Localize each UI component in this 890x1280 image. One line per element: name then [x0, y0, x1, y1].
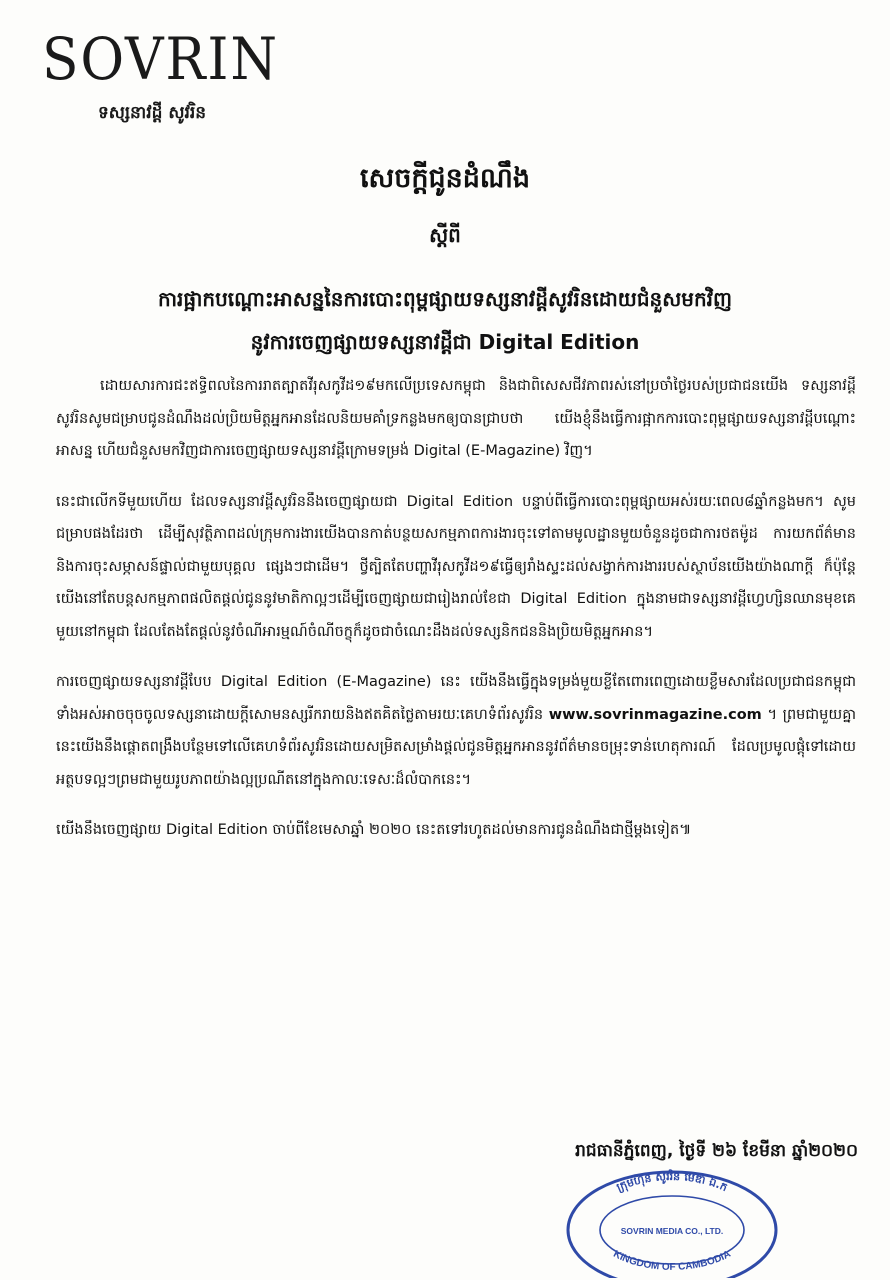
- body-paragraph-4: យើងនឹងចេញផ្សាយ Digital Edition ចាប់ពីខែមេសាឆ្នាំ ២០២០ នេះតទៅរហូតដល់មានការជូនដំណឹងជាថ្មីម្តងទៀត៕: [56, 822, 692, 838]
- body-paragraph-1: ដោយសារការជះឥទ្ធិពលនៃការរាតត្បាតវីរុសកូវីដ១៩មកលើប្រទេសកម្ពុជា និងជាពិសេសជីវភាពរស់នៅប្រចាំថ្ងៃរបស់ប្រជាជនយើង ទស្សនាវដ្តីសូវរិនសូមជម្រាបជូនដំណឹងដល់ប្រិយមិត្តអ្នកអានដែលនិយមគាំទ្រកន្លងមកឲ្យបានជ្រាបថា យើងខ្ញុំនឹងធ្វើការផ្អាកការបោះពុម្ពផ្សាយទស្សនាវដ្តីបណ្តោះអាសន្ន ហើយជំនួសមកវិញជាការចេញផ្សាយទស្សនាវដ្តីក្រោមទម្រង់ Digital (E-Magazine) វិញ។: [56, 378, 856, 459]
- stamp-company-text: SOVRIN MEDIA CO., LTD.: [620, 1226, 724, 1236]
- brand-subtitle: ទស្សនាវដ្តី សូវរិន: [98, 103, 207, 123]
- company-stamp: [562, 1168, 782, 1278]
- body-paragraph-3: [56, 666, 856, 796]
- subject-line-1: ការផ្អាកបណ្តោះអាសន្ននៃការបោះពុម្ពផ្សាយទស្សនាវដ្តីសូវរិនដោយជំនួសមកវិញ: [157, 287, 733, 311]
- notice-subject: [40, 278, 850, 364]
- brand-logo: SOVRIN: [42, 25, 279, 93]
- paragraph-3-text-a: ការចេញផ្សាយទស្សនាវដ្តីបែប Digital Edition (E-Magazine) នេះ យើងនឹងធ្វើក្នុងទម្រង់មួយខ្លីតែពោរពេញដោយខ្លឹមសារដែលប្រជាជនកម្ពុជាទាំងអស់អាចចុចចូលទស្សនាដោយក្តីសោមនស្សរីករាយនិងឥតគិតថ្លៃតាមរយៈគេហទំព័រសូវរិន: [56, 674, 856, 723]
- notice-body: [56, 370, 856, 865]
- paragraph-3-text-b: ។ ព្រមជាមួយគ្នានេះយើងនឹងផ្តោតពង្រឹងបន្ថែមទៅលើគេហទំព័រសូវរិនដោយសម្រិតសម្រាំងផ្តល់ជូនមិត្តអ្នកអាននូវព័ត៌មានចម្រុះទាន់ហេតុការណ៍ ដែលប្រមូលផ្តុំទៅដោយអត្ថបទល្អៗព្រមជាមួយរូបភាពយ៉ាងល្អប្រណីតនៅក្នុងកាលៈទេសៈដ៏លំបាកនេះ។: [56, 706, 856, 788]
- masthead: [42, 25, 302, 127]
- subject-line-2: នូវការចេញផ្សាយទស្សនាវដ្តីជា Digital Edition: [250, 330, 640, 354]
- notice-about: ស្តីពី: [429, 223, 461, 247]
- stamp-bottom-text: KINGDOM OF CAMBODIA: [611, 1248, 733, 1273]
- date-line: រាជធានីភ្នំពេញ, ថ្ងៃទី ២៦ ខែមីនា ឆ្នាំ២០២០: [575, 1141, 858, 1161]
- notice-title: សេចក្តីជូនដំណឹង: [359, 163, 531, 194]
- website-url: www.sovrinmagazine.com: [548, 706, 762, 723]
- body-paragraph-2: នេះជាលើកទីមួយហើយ ដែលទស្សនាវដ្តីសូវរិននឹងចេញផ្សាយជា Digital Edition បន្ទាប់ពីធ្វើការបោះពុម្ពផ្សាយអស់រយៈពេល៨ឆ្នាំកន្លងមក។ សូមជម្រាបផងដែរថា ដើម្បីសុវត្ថិភាពដល់ក្រុមការងារយើងបានកាត់បន្ថយសកម្មភាពការងារចុះទៅតាមមូលដ្ឋានមួយចំនួនដូចជាការថតម៉ូដ ការយកព័ត៌មាន និងការចុះសម្ភាសន៍ផ្ទាល់ជាមួយបុគ្គល ផ្សេងៗជាដើម។ ថ្វីត្បិតតែបញ្ហាវីរុសកូវីដ១៩ធ្វើឲ្យរាំងស្ទះដល់សង្វាក់ការងាររបស់ស្ថាប័នយើងយ៉ាងណាក្តី ក៏ប៉ុន្តែយើងនៅតែបន្តសកម្មភាពផលិតផ្តល់ជូននូវមាតិកាល្អៗដើម្បីចេញផ្សាយជារៀងរាល់ខែជា Digital Edition ក្នុងនាមជាទស្សនាវដ្តីហ្វេហ្សិនឈានមុខគេមួយនៅកម្ពុជា ដែលតែងតែផ្តល់នូវចំណីអារម្មណ៍ចំណីចក្ខុក៏ដូចជាចំណេះដឹងដល់ទស្សនិកជននិងប្រិយមិត្តអ្នកអាន។: [56, 493, 856, 640]
- stamp-top-text: ក្រុមហ៊ុន សូវរិន មេឌា ឯ.ក: [614, 1169, 730, 1195]
